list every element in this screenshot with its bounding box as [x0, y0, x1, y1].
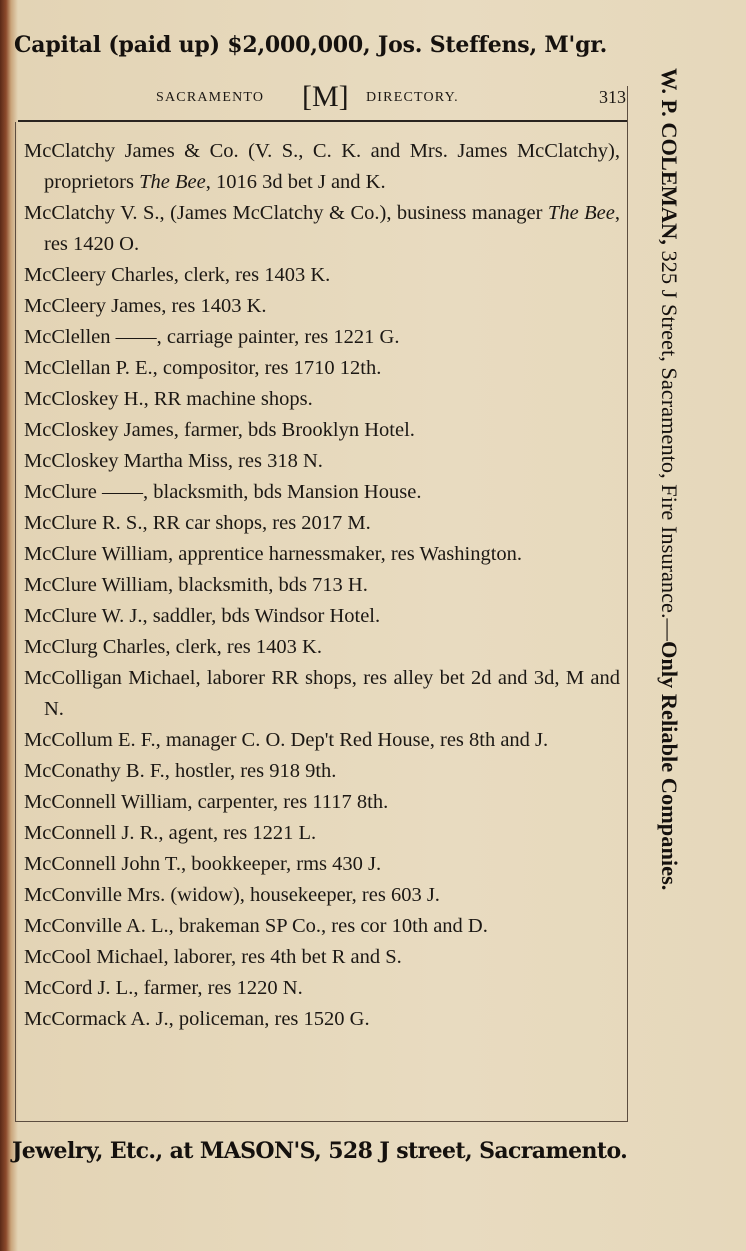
entry-text: McClure William, blacksmith, bds 713 H.: [24, 574, 368, 596]
entry-text: McCleery James, res 1403 K.: [24, 295, 267, 317]
entry-text: McConathy B. F., hostler, res 918 9th.: [24, 760, 337, 782]
directory-entry: [24, 353, 620, 384]
entry-text: McClellan P. E., compositor, res 1710 12th.: [24, 357, 382, 379]
left-border-rule: [15, 122, 16, 1122]
entry-text: McClatchy James & Co. (V. S., C. K. and Mrs. James McClatchy), proprietors: [24, 140, 620, 193]
entry-text: McCormack A. J., policeman, res 1520 G.: [24, 1008, 370, 1030]
header-directory: DIRECTORY.: [366, 90, 459, 105]
entry-text: McClellen ——, carriage painter, res 1221 G.: [24, 326, 400, 348]
side-ad-address: 325 J Street, Sacramento, Fire Insurance.—: [657, 244, 682, 641]
directory-entry: [24, 1004, 620, 1035]
entry-text: McCloskey Martha Miss, res 318 N.: [24, 450, 323, 472]
entry-text: McClatchy V. S., (James McClatchy & Co.), business manager: [24, 202, 548, 224]
directory-entry: [24, 446, 620, 477]
entry-publication-title: The Bee: [139, 171, 206, 193]
directory-entry: [24, 880, 620, 911]
entry-text: McClure R. S., RR car shops, res 2017 M.: [24, 512, 371, 534]
directory-entry: [24, 787, 620, 818]
directory-entry: [24, 725, 620, 756]
directory-entry: [24, 849, 620, 880]
directory-entry: [24, 384, 620, 415]
bottom-advertisement: Jewelry, Etc., at MASON'S, 528 J street, Sacramento.: [12, 1138, 628, 1164]
entry-text: McConville Mrs. (widow), housekeeper, res 603 J.: [24, 884, 440, 906]
entry-text: McCollum E. F., manager C. O. Dep't Red House, res 8th and J.: [24, 729, 549, 751]
page-number: 313: [599, 87, 626, 107]
directory-entry: [24, 136, 620, 198]
bottom-border-rule: [15, 1121, 628, 1122]
entry-text-continued: , res 1420 O.: [44, 202, 620, 255]
side-advertisement: [647, 68, 691, 1138]
directory-entry: [24, 601, 620, 632]
running-header: [18, 82, 628, 116]
header-rule: [18, 120, 628, 122]
entry-text: McConnell J. R., agent, res 1221 L.: [24, 822, 317, 844]
entry-text: McCleery Charles, clerk, res 1403 K.: [24, 264, 331, 286]
entry-text: McColligan Michael, laborer RR shops, res alley bet 2d and 3d, M and N.: [24, 667, 620, 720]
top-advertisement: Capital (paid up) $2,000,000, Jos. Steffens, M'gr.: [14, 32, 608, 58]
entry-text: McConnell John T., bookkeeper, rms 430 J.: [24, 853, 382, 875]
directory-entries: [24, 136, 620, 1035]
directory-entry: [24, 942, 620, 973]
entry-text-continued: , 1016 3d bet J and K.: [205, 171, 386, 193]
directory-entry: [24, 911, 620, 942]
directory-entry: [24, 570, 620, 601]
directory-entry: [24, 291, 620, 322]
entry-text: McConville A. L., brakeman SP Co., res cor 10th and D.: [24, 915, 488, 937]
directory-entry: [24, 477, 620, 508]
directory-entry: [24, 415, 620, 446]
entry-text: McCool Michael, laborer, res 4th bet R and S.: [24, 946, 402, 968]
directory-entry: [24, 322, 620, 353]
directory-entry: [24, 260, 620, 291]
entry-text: McClure William, apprentice harnessmaker, res Washington.: [24, 543, 523, 565]
entry-text: McCloskey H., RR machine shops.: [24, 388, 313, 410]
entry-text: McConnell William, carpenter, res 1117 8th.: [24, 791, 389, 813]
entry-text: McCloskey James, farmer, bds Brooklyn Hotel.: [24, 419, 415, 441]
directory-entry: [24, 973, 620, 1004]
directory-entry: [24, 756, 620, 787]
entry-text: McClure W. J., saddler, bds Windsor Hotel.: [24, 605, 381, 627]
right-border-rule: [627, 86, 628, 1122]
entry-text: McClurg Charles, clerk, res 1403 K.: [24, 636, 322, 658]
side-ad-tagline: Only Reliable Companies.: [657, 640, 682, 891]
directory-entry: [24, 198, 620, 260]
header-section-letter: [M]: [302, 80, 349, 113]
side-ad-name: W. P. COLEMAN,: [657, 68, 682, 245]
entry-text: McCord J. L., farmer, res 1220 N.: [24, 977, 303, 999]
side-advertisement-text: [647, 68, 691, 1138]
directory-entry: [24, 508, 620, 539]
directory-entry: [24, 632, 620, 663]
entry-text: McClure ——, blacksmith, bds Mansion House.: [24, 481, 422, 503]
header-city: SACRAMENTO: [156, 90, 265, 105]
directory-entry: [24, 539, 620, 570]
entry-publication-title: The Bee: [547, 202, 615, 224]
directory-entry: [24, 663, 620, 725]
directory-entry: [24, 818, 620, 849]
